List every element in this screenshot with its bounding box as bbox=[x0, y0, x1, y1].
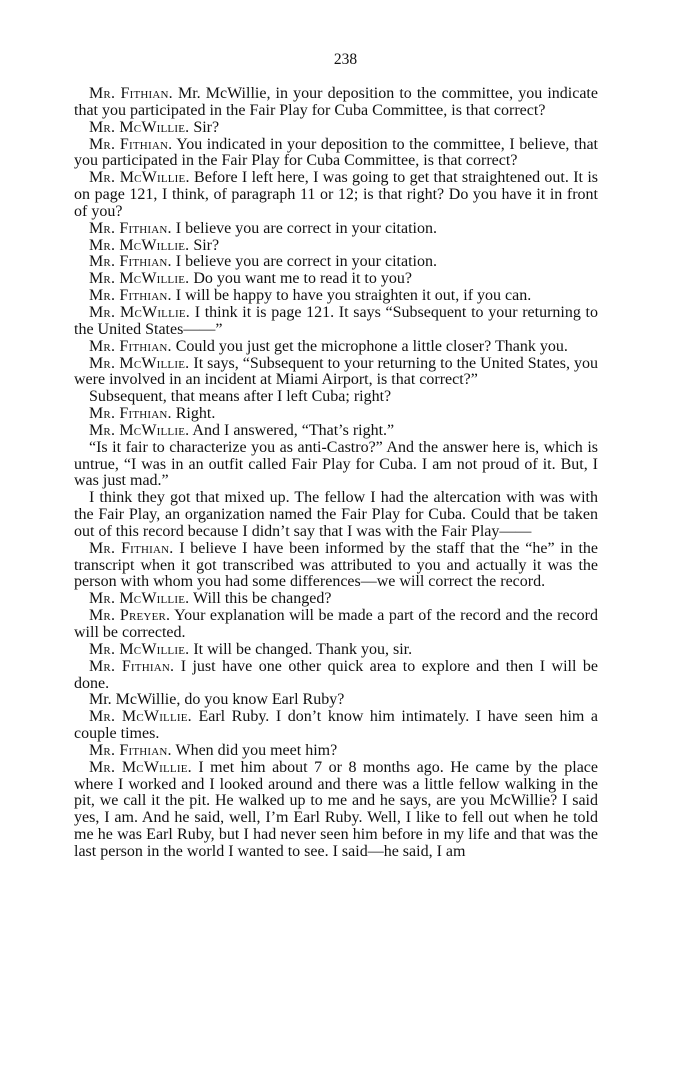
speaker-name: Mr. Fithian. bbox=[89, 219, 172, 237]
speaker-name: Mr. McWillie. bbox=[89, 270, 190, 288]
transcript-paragraph bbox=[74, 254, 598, 271]
paragraph-text: Mr. McWillie, in your deposition to the committee, you indicate that you participated in the Fair Play for Cuba Committee, is that correct? bbox=[74, 85, 598, 119]
transcript-paragraph bbox=[74, 170, 598, 221]
transcript-paragraph bbox=[74, 120, 598, 137]
speaker-name: Mr. Fithian. bbox=[89, 539, 174, 557]
transcript-paragraph bbox=[74, 743, 598, 760]
transcript-paragraph bbox=[74, 692, 598, 709]
paragraph-text: Will this be changed? bbox=[189, 590, 332, 608]
transcript-paragraph bbox=[74, 406, 598, 423]
transcript-paragraph bbox=[74, 271, 598, 288]
transcript-paragraph bbox=[74, 423, 598, 440]
paragraph-text: I just have one other quick area to explore and then I will be done. bbox=[74, 657, 598, 692]
transcript-paragraph bbox=[74, 659, 598, 693]
transcript-paragraph bbox=[74, 137, 598, 171]
transcript-paragraph bbox=[74, 760, 598, 861]
transcript-paragraph bbox=[74, 440, 598, 491]
speaker-name: Mr. McWillie. bbox=[89, 708, 192, 726]
paragraph-text: “Is it fair to characterize you as anti-Castro?” And the answer here is, which is untrue, “I was in an outfit called Fair Play for Cuba. I am not proud of it. But, I was just mad.” bbox=[74, 438, 598, 490]
paragraph-text: Sir? bbox=[189, 236, 220, 254]
speaker-name: Mr. Fithian. bbox=[89, 253, 172, 271]
paragraph-text: You indicated in your deposition to the committee, I believe, that you participated in the Fair Play for Cuba Committee, is that correct? bbox=[74, 135, 598, 170]
transcript-paragraph bbox=[74, 389, 598, 406]
transcript-paragraph bbox=[74, 288, 598, 305]
page-number: 238 bbox=[333, 51, 358, 68]
paragraph-text: I will be happy to have you straighten it out, if you can. bbox=[171, 287, 532, 305]
transcript-paragraph bbox=[74, 541, 598, 592]
paragraph-text: I think they got that mixed up. The fellow I had the altercation with was with the Fair Play, an organization named the Fair Play for Cuba. Could that be taken out of this record because I didn’t say that I was with the Fair Play—— bbox=[74, 489, 598, 540]
paragraph-text: It says, “Subsequent to your returning to the United States, you were involved in an incident at Miami Airport, is that correct?” bbox=[74, 354, 598, 389]
transcript-paragraph bbox=[74, 490, 598, 541]
paragraph-text: It will be changed. Thank you, sir. bbox=[189, 640, 413, 658]
transcript-paragraph bbox=[74, 608, 598, 642]
transcript-paragraph bbox=[74, 221, 598, 238]
speaker-name: Mr. Fithian. bbox=[89, 405, 172, 423]
paragraph-text: Subsequent, that means after I left Cuba; right? bbox=[89, 388, 392, 406]
speaker-name: Mr. McWillie. bbox=[89, 169, 190, 187]
paragraph-text: I met him about 7 or 8 months ago. He came by the place where I worked and I looked around and there was a little fellow walking in the pit, we call it the pit. He walked up to me and he says, are you McWillie? I said yes, I am. And he said, well, I’m Earl Ruby. Well, I like to fell out when he told me he was Earl Ruby, but I had never seen him before in my life and that was the last person in the world I wanted to see. I said—he said, I am bbox=[74, 758, 598, 860]
paragraph-text: Your explanation will be made a part of the record and the record will be corrected. bbox=[74, 607, 599, 641]
speaker-name: Mr. McWillie. bbox=[89, 118, 190, 136]
transcript-paragraph bbox=[74, 238, 598, 255]
paragraph-text: Earl Ruby. I don’t know him intimately. I have seen him a couple times. bbox=[74, 708, 599, 743]
speaker-name: Mr. McWillie. bbox=[89, 758, 192, 776]
paragraph-text: Do you want me to read it to you? bbox=[189, 270, 412, 288]
paragraph-text: And I answered, “That’s right.” bbox=[189, 421, 395, 439]
speaker-name: Mr. McWillie. bbox=[89, 354, 190, 372]
transcript-body bbox=[74, 86, 598, 861]
speaker-name: Mr. Fithian. bbox=[89, 657, 175, 675]
speaker-name: Mr. Fithian. bbox=[89, 337, 172, 355]
paragraph-text: Mr. McWillie, do you know Earl Ruby? bbox=[89, 691, 345, 709]
speaker-name: Mr. McWillie. bbox=[89, 640, 190, 658]
transcript-paragraph bbox=[74, 591, 598, 608]
transcript-paragraph bbox=[74, 642, 598, 659]
paragraph-text: I believe you are correct in your citation. bbox=[171, 253, 437, 271]
transcript-paragraph bbox=[74, 339, 598, 356]
paragraph-text: Sir? bbox=[189, 118, 220, 136]
paragraph-text: Could you just get the microphone a little closer? Thank you. bbox=[171, 337, 568, 355]
paragraph-text: When did you meet him? bbox=[171, 741, 338, 759]
paragraph-text: I think it is page 121. It says “Subsequent to your returning to the United States——” bbox=[74, 303, 598, 338]
paragraph-text: I believe you are correct in your citation. bbox=[171, 219, 437, 237]
paragraph-text: Right. bbox=[171, 405, 216, 423]
speaker-name: Mr. McWillie. bbox=[89, 590, 190, 608]
speaker-name: Mr. Fithian. bbox=[89, 741, 172, 759]
speaker-name: Mr. Fithian. bbox=[89, 135, 173, 153]
speaker-name: Mr. Fithian. bbox=[89, 287, 172, 305]
speaker-name: Mr. McWillie. bbox=[89, 421, 190, 439]
speaker-name: Mr. McWillie. bbox=[89, 236, 190, 254]
paragraph-text: Before I left here, I was going to get that straightened out. It is on page 121, I think, of paragraph 11 or 12; is that right? Do you have it in front of you? bbox=[74, 169, 599, 220]
speaker-name: Mr. Fithian. bbox=[89, 85, 173, 102]
transcript-paragraph bbox=[74, 709, 598, 743]
speaker-name: Mr. McWillie. bbox=[89, 303, 190, 321]
transcript-paragraph bbox=[74, 305, 598, 339]
transcript-paragraph bbox=[74, 356, 598, 390]
speaker-name: Mr. Preyer. bbox=[89, 607, 171, 625]
paragraph-text: I believe I have been informed by the staff that the “he” in the transcript when it got transcribed was attributed to you and actually it was the person with whom you had some differences—we will correct the record. bbox=[74, 539, 598, 591]
transcript-paragraph bbox=[74, 86, 598, 120]
